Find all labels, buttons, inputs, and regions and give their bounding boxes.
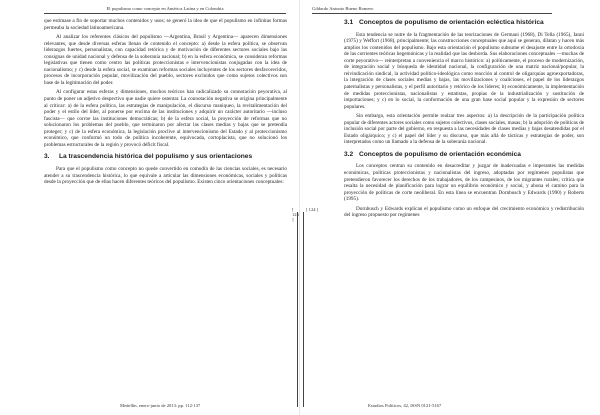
left-footer: Medellín, enero-junio de 2013: pp. 112-137 xyxy=(120,403,201,408)
section-3-number: 3. xyxy=(44,153,50,161)
section-3-heading xyxy=(44,153,287,161)
right-text-column xyxy=(344,18,584,222)
right-page xyxy=(300,0,600,415)
left-text-column xyxy=(44,18,287,189)
right-paragraph-1: Esta tendencia se nutre de la fragmentación de las teorizaciones de Germani (1968), Di Tella (1965), Ianni (1975) y Weffort (1968), principalmente; las construcciones conceptuales que aquí se generan, dilatan y hacen más amplios los contenidos del populismo. Bajo esta orientación el populismo subsume el desajuste entre la ortodoxia de las corrientes teóricas hegemónicas y la realidad que las desborda. Sus elaboraciones conceptuales —muchas de corte peyorativo— reinterpretan a conveniencia el marco histórico: a) políticamente, el proceso de modernización, de integración social y búsqueda de identidad nacional, la configuración de una matriz nacional/popular, la reivindicación sindical, la actividad político-ideológica como reacción al control de oligarquías agroexportadoras, la integración de clases sociales medias y bajas, las movilizaciones y coaliciones, el papel de los liderazgos paternalistas y personalistas, y el perfil autoritario y retórico de los líderes; b) económicamente, la implementación de medidas proteccionistas, nacionalistas y estatistas, propias de la industrialización y sustitución de importaciones; y c) en lo social, la conformación de una gran base social popular y la expresión de sectores populares. xyxy=(344,31,584,110)
left-paragraph-4: Para que el populismo como concepto no quede convertido en comodín de las ciencias sociales, es necesario atender a su trascendencia histórica, lo que equivale a articular las dimensiones económicas, sociales y políticas desde la proyección que de ellas hacen diferentes teóricos del populismo. Existen cinco orientaciones conceptuales: xyxy=(44,165,287,186)
left-paragraph-1: que estimase a fin de soportar muchos contenidos y usos; se generó la idea de que el populismo en infinitas formas permeaba la sociedad latinoamericana. xyxy=(44,18,287,31)
section-3-1-heading xyxy=(344,19,584,27)
left-page-number: [ 123 ] xyxy=(292,207,299,222)
section-3-1-title: Conceptos de populismo de orientación ecléctica histórica xyxy=(359,19,544,26)
left-paragraph-2: Al analizar los referentes clásicos del populismo —Argentina, Brasil y Argentina— aparecen dimensiones relevantes, que desde diversas esferas llenan de contenido el concepto: a) desde la esfera política, se observan liderazgos fuertes, personalistas, con capacidad retórica y de motivación de diferentes sectores sociales bajo las consignas de unidad nacional y defensa de la soberanía nacional; b) en la esfera económica, se consideran reformas legislativas que tienen como centro las políticas proteccionistas e intervencionistas conjugadas con la idea de nacionalismo; y c) desde la esfera social, se examinan reformas sociales incluyentes de los sectores desfavorecidos, procesos de incorporación popular, movilización del pueblo, sectores excluidos que como sujetos colectivos son base de la legitimación del poder. xyxy=(44,34,287,86)
section-3-2-heading xyxy=(344,151,584,159)
section-3-title: La trascendencia histórica del populismo y sus orientaciones xyxy=(59,153,253,161)
right-paragraph-2: Sin embargo, esta orientación permite realzar tres aspectos: a) la descripción de la participación política popular de diferentes actores sociales como sujetos colectivos, clases sociales, masas; b) la adopción de políticas de inclusión social por parte del gobierno, en respuesta a las necesidades de clases medias y bajas desatendidas por el Estado oligárquico; y c) el papel del líder y su discurso, que más allá de tácticas y estrategias de poder, son interpretados como un llamado a la defensa de la soberanía nacional. xyxy=(344,113,584,146)
right-paragraph-3: Los conceptos centran su contenido en desacreditar y juzgar de inadecuadas e imperantes las medidas económicas, políticas proteccionistas y nacionalistas del ingreso, adoptadas por regímenes populistas que pretendieron favorecer los derechos de los trabajadores, de los campesinos, de los migrantes rurales; crítica que resalta la necesidad de planificación para lograr un equilibrio económico y social, y abona el camino para la proyección de políticas de corte neoliberal. En esta línea se encuentran Dornbusch y Edwards (1990) y Roberts (1995). xyxy=(344,163,584,203)
right-footer: Estudios Políticos, 42, ISSN 0121-5167 xyxy=(368,403,442,408)
right-paragraph-4: Dornbusch y Edwards explican el populismo como un enfoque del crecimiento económico y redistribución del ingreso propuesto por regímenes xyxy=(344,205,584,219)
left-running-head: El populismo como concepto en América Latina y en Colombia xyxy=(44,6,286,14)
section-3-2-number: 3.2 xyxy=(344,150,354,158)
section-3-2-title: Conceptos de populismo de orientación económica xyxy=(359,150,521,158)
right-page-number: [ 124 ] xyxy=(306,207,319,212)
section-3-1-number: 3.1 xyxy=(344,19,354,26)
right-margin-rule xyxy=(303,212,304,407)
right-running-head: Gildardo Antonio Bueno Romero xyxy=(312,6,552,14)
left-margin-rule xyxy=(297,212,298,407)
left-paragraph-3: Al configurar estas esferas y dimensiones, muchos teóricos han radicalizado su connotación peyorativa, al punto de poner un adjetivo despectivo que nadie quiere ostentar. La connotación negativa se origina principalmente al criticar: a) de la esfera política, las estrategias de manipulación, el discurso maniqueo, la revitalimentación del poder y el estilo del líder, al ponerse por encima de las instituciones y adquirir un carácter autoritario —incluso fascista— que corroe las instituciones democráticas; b) de la esfera social, la proyección de reformas que no solucionaron los problemas del pueblo, que terminaron por afectar las clases medias y bajas que se pretendía proteger; y c) de la esfera económica, la legislación proclive al intervencionismo del Estado y al proteccionismo económico, que conformó un todo de política incoherente, equivocada, cortoplacista, que no solucionó los problemas estructurales de la región y provocó déficit fiscal. xyxy=(44,89,287,148)
